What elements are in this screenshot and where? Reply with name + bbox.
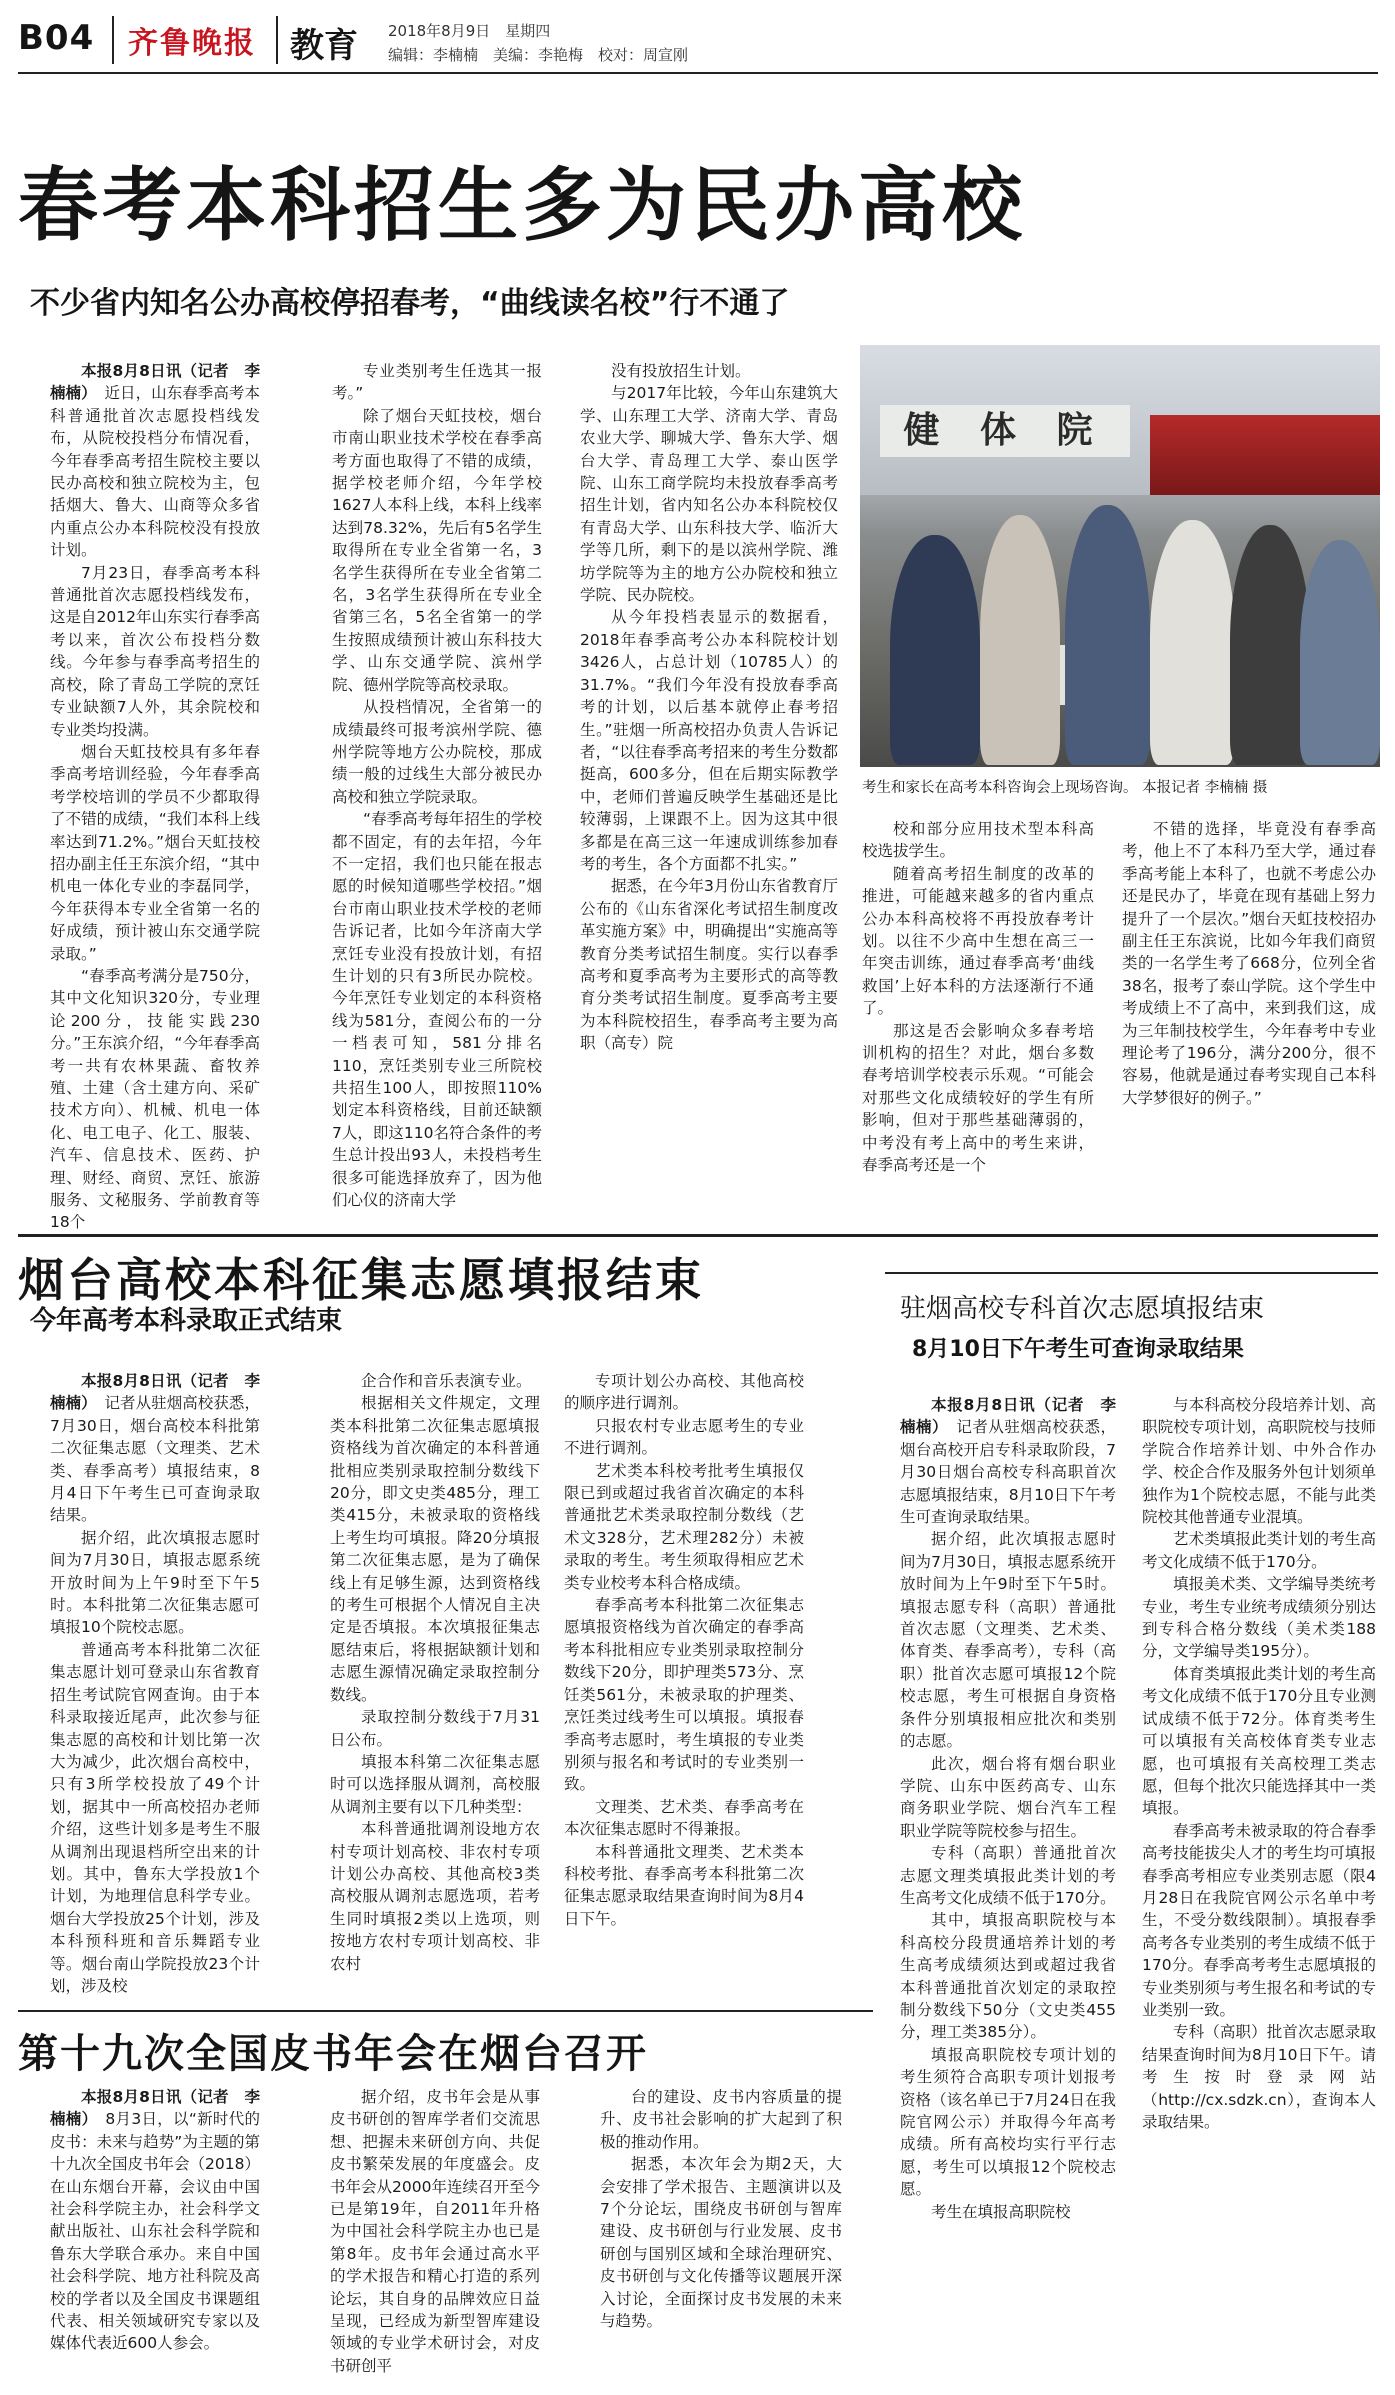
subhead-zhengji: 今年高考本科录取正式结束 <box>30 1306 343 1336</box>
paragraph: 专项计划公办高校、其他高校的顺序进行调剂。 <box>564 1372 804 1413</box>
paragraph: 春季高考本科批第二次征集志愿填报资格线为首次确定的春季高考本科批相应专业类别录取控制分数线下20分，即护理类573分、烹饪类561分，未被录取的护理类、烹饪类过线考生可以填报。填报春季高考志愿时，考生填报的专业类别须与报名和考试时的专业类别一致。 <box>564 1596 804 1794</box>
paragraph: 不错的选择，毕竟没有春季高考，他上不了本科乃至大学，通过春季高考能上本科了，也就不考虑公办还是民办了，毕竟在现有基础上努力提升了一个层次。”烟台天虹技校招办副主任王东滨说，比如今年我们商贸类的一名学生考了668分，位列全省38名，报考了泰山学院。这个学生中考成绩上不了高中，来到我们这，成为三年制技校学生，今年春考中专业理论考了196分，满分200分，很不容易，他就是通过春考实现自己本科大学梦很好的例子。” <box>1122 820 1376 1107</box>
issue-date: 2018年8月9日 星期四 <box>388 22 551 40</box>
staff-credits: 编辑：李楠楠 美编：李艳梅 校对：周宣刚 <box>388 46 689 64</box>
paragraph: 据介绍，此次填报志愿时间为7月30日，填报志愿系统开放时间为上午9时至下午5时。本科批第二次征集志愿可填报10个院校志愿。 <box>50 1528 260 1637</box>
paragraph: 随着高考招生制度的改革的推进，可能越来越多的省内重点公办本科高校将不再投放春考计划。以往不少高中生想在高三一年突击训练，通过春季高考‘曲线救国’上好本科的方法逐渐行不通了。 <box>862 864 1094 1018</box>
article3-top-rule <box>885 1272 1378 1274</box>
article3-column-2 <box>1142 1394 1376 2384</box>
paragraph: 其中，填报高职院校与本科高校分段贯通培养计划的考生高考成绩须达到或超过我省本科普通批首次划定的录取控制分数线下50分（文史类455分，理工类385分）。 <box>900 1911 1116 2042</box>
paragraph: 没有投放招生计划。 <box>611 362 751 380</box>
dateline: 本报8月8日讯（记者 李楠楠） <box>50 362 260 403</box>
paragraph: 与2017年比较，今年山东建筑大学、山东理工大学、济南大学、青岛农业大学、聊城大学、鲁东大学、烟台大学、青岛理工大学、泰山医学院、山东工商学院均未投放春季高考招生计划，省内知名公办本科院校仅有青岛大学、山东科技大学、临沂大学等几所，剩下的是以滨州学院、潍坊学院等为主的地方公办院校和独立学院、民办院校。 <box>580 384 838 605</box>
masthead-divider <box>112 16 114 64</box>
paragraph: 7月23日，春季高考本科普通批首次志愿投档线发布，这是自2012年山东实行春季高考以来，首次公布投档分数线。今年参与春季高考招生的高校，除了青岛工学院的烹饪专业缺额7人外，其余院校和专业类均投满。 <box>50 563 260 739</box>
paragraph: 本报8月8日讯（记者 李楠楠） 8月3日，以“新时代的皮书：未来与趋势”为主题的第十九次全国皮书年会（2018）在山东烟台开幕，会议由中国社会科学院主办，社会科学文献出版社、山东社会科学院和鲁东大学联合承办。来自中国社会科学院、地方社科院及高校的学者以及全国皮书课题组代表、相关领域研究专家以及媒体代表近600人参会。 <box>50 2088 260 2353</box>
paragraph: 艺术类填报此类计划的考生高考文化成绩不低于170分。 <box>1142 1530 1376 1571</box>
photo-person <box>890 535 980 765</box>
paragraph: 据悉，在今年3月份山东省教育厅公布的《山东省深化考试招生制度改革实施方案》中，明确提出“实施高等教育分类考试招生制度。实行以春季高考和夏季高考为主要形式的高等教育分类考试招生制度。夏季高考主要为本科院校招生，春季高考主要为高职（高专）院 <box>580 877 838 1053</box>
article1-column-3 <box>580 360 838 1218</box>
paragraph: 考生在填报高职院校 <box>931 2202 1071 2221</box>
paragraph: 从今年投档表显示的数据看，2018年春季高考公办本科院校计划3426人，占总计划（10785人）的31.7%。“我们今年没有投放春季高考的计划，以后基本就停止春考招生。”驻烟一所高校招办负责人告诉记者，“以往春季高考招来的考生分数都挺高，600多分，但在后期实际教学中，老师们普遍反映学生基础还是比较薄弱，上课跟不上。因为这其中很多都是在高三这一年速成训练参加春考的考生，各个方面都不扎实。” <box>580 608 838 873</box>
paragraph: 专科（高职）批首次志愿录取结果查询时间为8月10日下午。请考生按时登录网站（http://cx.sdzk.cn），查询本人录取结果。 <box>1142 2023 1376 2131</box>
article2-column-3 <box>564 1370 804 2000</box>
photo-person <box>980 515 1060 765</box>
subhead-main: 不少省内知名公办高校停招春考，“曲线读名校”行不通了 <box>30 286 790 321</box>
paragraph: 填报高职院校专项计划的考生须符合高职专项计划报考资格（该名单已于7月24日在我院官网公示）并取得今年高考成绩。所有高校均实行平行志愿，考生可以填报12个院校志愿。 <box>900 2045 1116 2199</box>
paragraph: 本科普通批文理类、艺术类本科校考批、春季高考本科批第二次征集志愿录取结果查询时间为8月4日下午。 <box>564 1842 804 1928</box>
article4-top-rule <box>18 2010 873 2012</box>
paragraph: 只报农村专业志愿考生的专业不进行调剂。 <box>564 1416 804 1458</box>
section-title: 教育 <box>290 26 358 66</box>
paragraph: 体育类填报此类计划的考生高考文化成绩不低于170分且专业测试成绩不低于72分。体育类考生可以填报有关高校体育类专业志愿，也可填报有关高校理工类志愿，但每个批次只能选择其中一类填报。 <box>1142 1664 1376 1818</box>
paragraph: 文理类、艺术类、春季高考在本次征集志愿时不得兼报。 <box>564 1797 804 1839</box>
article3-column-1 <box>900 1394 1116 2384</box>
paragraph: 据介绍，此次填报志愿时间为7月30日，填报志愿系统开放时间为上午9时至下午5时。填报志愿专科（高职）普通批首次志愿（文理类、艺术类、体育类、春季高考），专科（高职）批首次志愿可填报12个院校志愿，考生可根据自身资格条件分别填报相应批次和类别的志愿。 <box>900 1530 1116 1751</box>
paragraph: 本报8月8日讯（记者 李楠楠） 记者从驻烟高校获悉，烟台高校开启专科录取阶段，7月30日烟台高校专科高职首次志愿填报结束，8月10日下午考生可查询录取结果。 <box>900 1396 1116 1527</box>
photo-person <box>1150 520 1235 765</box>
paragraph: 与本科高校分段培养计划、高职院校专项计划，高职院校与技师学院合作培养计划、中外合作办学、校企合作及服务外包计划须单独作为1个院校志愿，不能与此类院校其他普通专业混填。 <box>1142 1396 1376 1527</box>
article1-column-5 <box>1122 818 1376 1218</box>
dateline: 本报8月8日讯（记者 李楠楠） <box>900 1396 1116 1437</box>
article1-column-1 <box>50 360 260 1232</box>
dateline: 本报8月8日讯（记者 李楠楠） <box>50 1372 260 1413</box>
paragraph: 除了烟台天虹技校，烟台市南山职业技术学校在春季高考方面也取得了不错的成绩，据学校老师介绍，今年学校1627人本科上线，本科上线率达到78.32%，先后有5名学生取得所在专业全省第一名，3名学生获得所在专业全省第二名，3名学生获得所在专业全省第三名，5名全省第一的学生按照成绩预计被山东科技大学、山东交通学院、滨州学院、德州学院等高校录取。 <box>332 406 542 694</box>
headline-zhengji: 烟台高校本科征集志愿填报结束 <box>18 1253 704 1307</box>
article2-column-2 <box>330 1370 540 2000</box>
paragraph: 专科（高职）普通批首次志愿文理类填报此类计划的考生高考文化成绩不低于170分。 <box>900 1844 1116 1907</box>
headline-pishu: 第十九次全国皮书年会在烟台召开 <box>18 2030 648 2077</box>
headline-main: 春考本科招生多为民办高校 <box>18 158 1026 252</box>
paragraph: 填报美术类、文学编导类统考专业，考生专业统考成绩须分别达到专科合格分数线（美术类188分，文学编导类195分）。 <box>1142 1575 1376 1661</box>
dateline: 本报8月8日讯（记者 李楠楠） <box>50 2088 260 2129</box>
paragraph: 春季高考未被录取的符合春季高考技能拔尖人才的考生均可填报春季高考相应专业类别志愿（限4月28日在我院官网公示名单中考生，不受分数线限制）。填报春季高考各专业类别的考生成绩不低于170分。春季高考考生志愿填报的专业类别须与考生报名和考试的专业类别一致。 <box>1142 1821 1376 2019</box>
paragraph: 本科普通批调剂设地方农村专项计划高校、非农村专项计划公办高校、其他高校3类高校服从调剂志愿选项，若考生同时填报2类以上选项，则按地方农村专项计划高校、非农村 <box>330 1820 540 1973</box>
paragraph: 校和部分应用技术型本科高校选拔学生。 <box>862 820 1094 861</box>
paragraph: 专业类别考生任选其一报考。” <box>332 362 542 403</box>
article4-column-2 <box>330 2086 540 2386</box>
article4-column-3 <box>600 2086 842 2386</box>
photo-person <box>1065 505 1150 765</box>
photo-banner: 健 体 院 <box>880 405 1130 457</box>
photo-caption: 考生和家长在高考本科咨询会上现场咨询。 本报记者 李楠楠 摄 <box>862 780 1268 796</box>
masthead-divider <box>276 16 278 64</box>
page-number: B04 <box>18 18 95 58</box>
article1-column-2 <box>332 360 542 1218</box>
paragraph: 企合作和音乐表演专业。 <box>361 1372 532 1390</box>
photo-booth <box>1150 415 1380 495</box>
paragraph: 据介绍，皮书年会是从事皮书研创的智库学者们交流思想、把握未来研创方向、共促皮书繁荣发展的年度盛会。皮书年会从2000年连续召开至今已是第19年，自2011年升格为中国社会科学院主办也已是第8年。皮书年会通过高水平的学术报告和精心打造的系列论坛，其自身的品牌效应日益呈现，已经成为新型智库建设领域的专业学术研讨会，对皮书研创平 <box>330 2088 540 2375</box>
paragraph: 台的建设、皮书内容质量的提升、皮书社会影响的扩大起到了积极的推动作用。 <box>600 2088 842 2151</box>
paragraph: “春季高考每年招生的学校都不固定，有的去年招，今年不一定招，我们也只能在报志愿的时候知道哪些学校招。”烟台市南山职业技术学校的老师告诉记者，比如今年济南大学烹饪专业没有投放计划，有招生计划的只有3所民办院校。今年烹饪专业划定的本科资格线为581分，查阅公布的一分一档表可知，581分排名110，烹饪类别专业三所院校共招生100人，即按照110%划定本科资格线，目前还缺额7人，即这110名符合条件的考生总计投出93人，未投档考生很多可能选择放弃了，因为他们心仪的济南大学 <box>332 810 542 1210</box>
masthead <box>18 14 1378 74</box>
newspaper-logo: 齐鲁晚报 <box>128 26 256 61</box>
paragraph: 根据相关文件规定，文理类本科批第二次征集志愿填报资格线为首次确定的本科普通批相应类别录取控制分数线下20分，即文史类485分，理工类415分，未被录取的资格线上考生均可填报。降20分填报第二次征集志愿，是为了确保线上有足够生源，达到资格线的考生可根据个人情况自主决定是否填报。本次填报征集志愿结束后，将根据缺额计划和志愿生源情况确定录取控制分数线。 <box>330 1394 540 1704</box>
subhead-zhuanke: 8月10日下午考生可查询录取结果 <box>912 1337 1244 1362</box>
article4-column-1 <box>50 2086 260 2386</box>
paragraph: 据悉，本次年会为期2天，大会安排了学术报告、主题演讲以及7个分论坛，围绕皮书研创与智库建设、皮书研创与行业发展、皮书研创与国别区域和全球治理研究、皮书研创与文化传播等议题展开深入讨论，全面探讨皮书发展的未来与趋势。 <box>600 2155 842 2331</box>
paragraph: 从投档情况，全省第一的成绩最终可报考滨州学院、德州学院等地方公办院校，那成绩一般的过线生大部分被民办高校和独立学院录取。 <box>332 698 542 806</box>
article1-column-4 <box>862 818 1094 1218</box>
headline-zhuanke: 驻烟高校专科首次志愿填报结束 <box>900 1294 1265 1324</box>
paragraph: 艺术类本科校考批考生填报仅限已到或超过我省首次确定的本科普通批艺术类录取控制分数线（艺术文328分，艺术理282分）未被录取的考生。考生须取得相应艺术类专业校考本科合格成绩。 <box>564 1461 804 1592</box>
paragraph: 此次，烟台将有烟台职业学院、山东中医药高专、山东商务职业学院、烟台汽车工程职业学院等院校参与招生。 <box>900 1754 1116 1840</box>
paragraph: 本报8月8日讯（记者 李楠楠） 近日，山东春季高考本科普通批首次志愿投档线发布，从院校投档分布情况看，今年春季高考招生院校主要以民办高校和独立院校为主，包括烟大、鲁大、山商等众多省内重点公办本科院校没有投放计划。 <box>50 362 260 560</box>
paragraph: 普通高考本科批第二次征集志愿计划可登录山东省教育招生考试院官网查询。由于本科录取接近尾声，此次参与征集志愿的高校和计划比第一次大为减少，此次烟台高校中，只有3所学校投放了49个计划，据其中一所高校招办老师介绍，这些计划多是考生不服从调剂出现退档所空出来的计划。其中，鲁东大学投放1个计划，为地理信息科学专业。烟台大学投放25个计划，涉及本科预科班和音乐舞蹈专业等。烟台南山学院投放23个计划，涉及校 <box>50 1640 260 1995</box>
paragraph: 那这是否会影响众多春考培训机构的招生？对此，烟台多数春考培训学校表示乐观。“可能会对那些文化成绩较好的学生有所影响，但对于那些基础薄弱的，中考没有考上高中的考生来讲，春季高考还是一个 <box>862 1021 1094 1175</box>
paragraph: “春季高考满分是750分，其中文化知识320分，专业理论200分，技能实践230分。”王东滨介绍，“今年春季高考一共有农林果蔬、畜牧养殖、土建（含土建方向、采矿技术方向）、机械、机电一体化、电工电子、化工、服装、汽车、信息技术、医药、护理、财经、商贸、烹饪、旅游服务、文秘服务、学前教育等18个 <box>50 966 260 1232</box>
paragraph: 烟台天虹技校具有多年春季高考培训经验，今年春季高考学校培训的学员不少都取得了不错的成绩，“我们本科上线率达到71.2%。”烟台天虹技校招办副主任王东滨介绍，“其中机电一体化专业的李磊同学，今年获得本专业全省第一名的好成绩，预计被山东交通学院录取。” <box>50 742 260 963</box>
paragraph: 本报8月8日讯（记者 李楠楠） 记者从驻烟高校获悉，7月30日，烟台高校本科批第二次征集志愿（文理类、艺术类、春季高考）填报结束，8月4日下午考生已可查询录取结果。 <box>50 1372 260 1525</box>
paragraph: 录取控制分数线于7月31日公布。 <box>330 1708 540 1749</box>
paragraph: 填报本科第二次征集志愿时可以选择服从调剂，高校服从调剂主要有以下几种类型： <box>330 1752 540 1816</box>
photo-person <box>1230 525 1310 765</box>
news-photo <box>860 345 1380 767</box>
article2-column-1 <box>50 1370 260 2000</box>
photo-person <box>1300 540 1380 765</box>
section-rule <box>18 1234 1378 1237</box>
